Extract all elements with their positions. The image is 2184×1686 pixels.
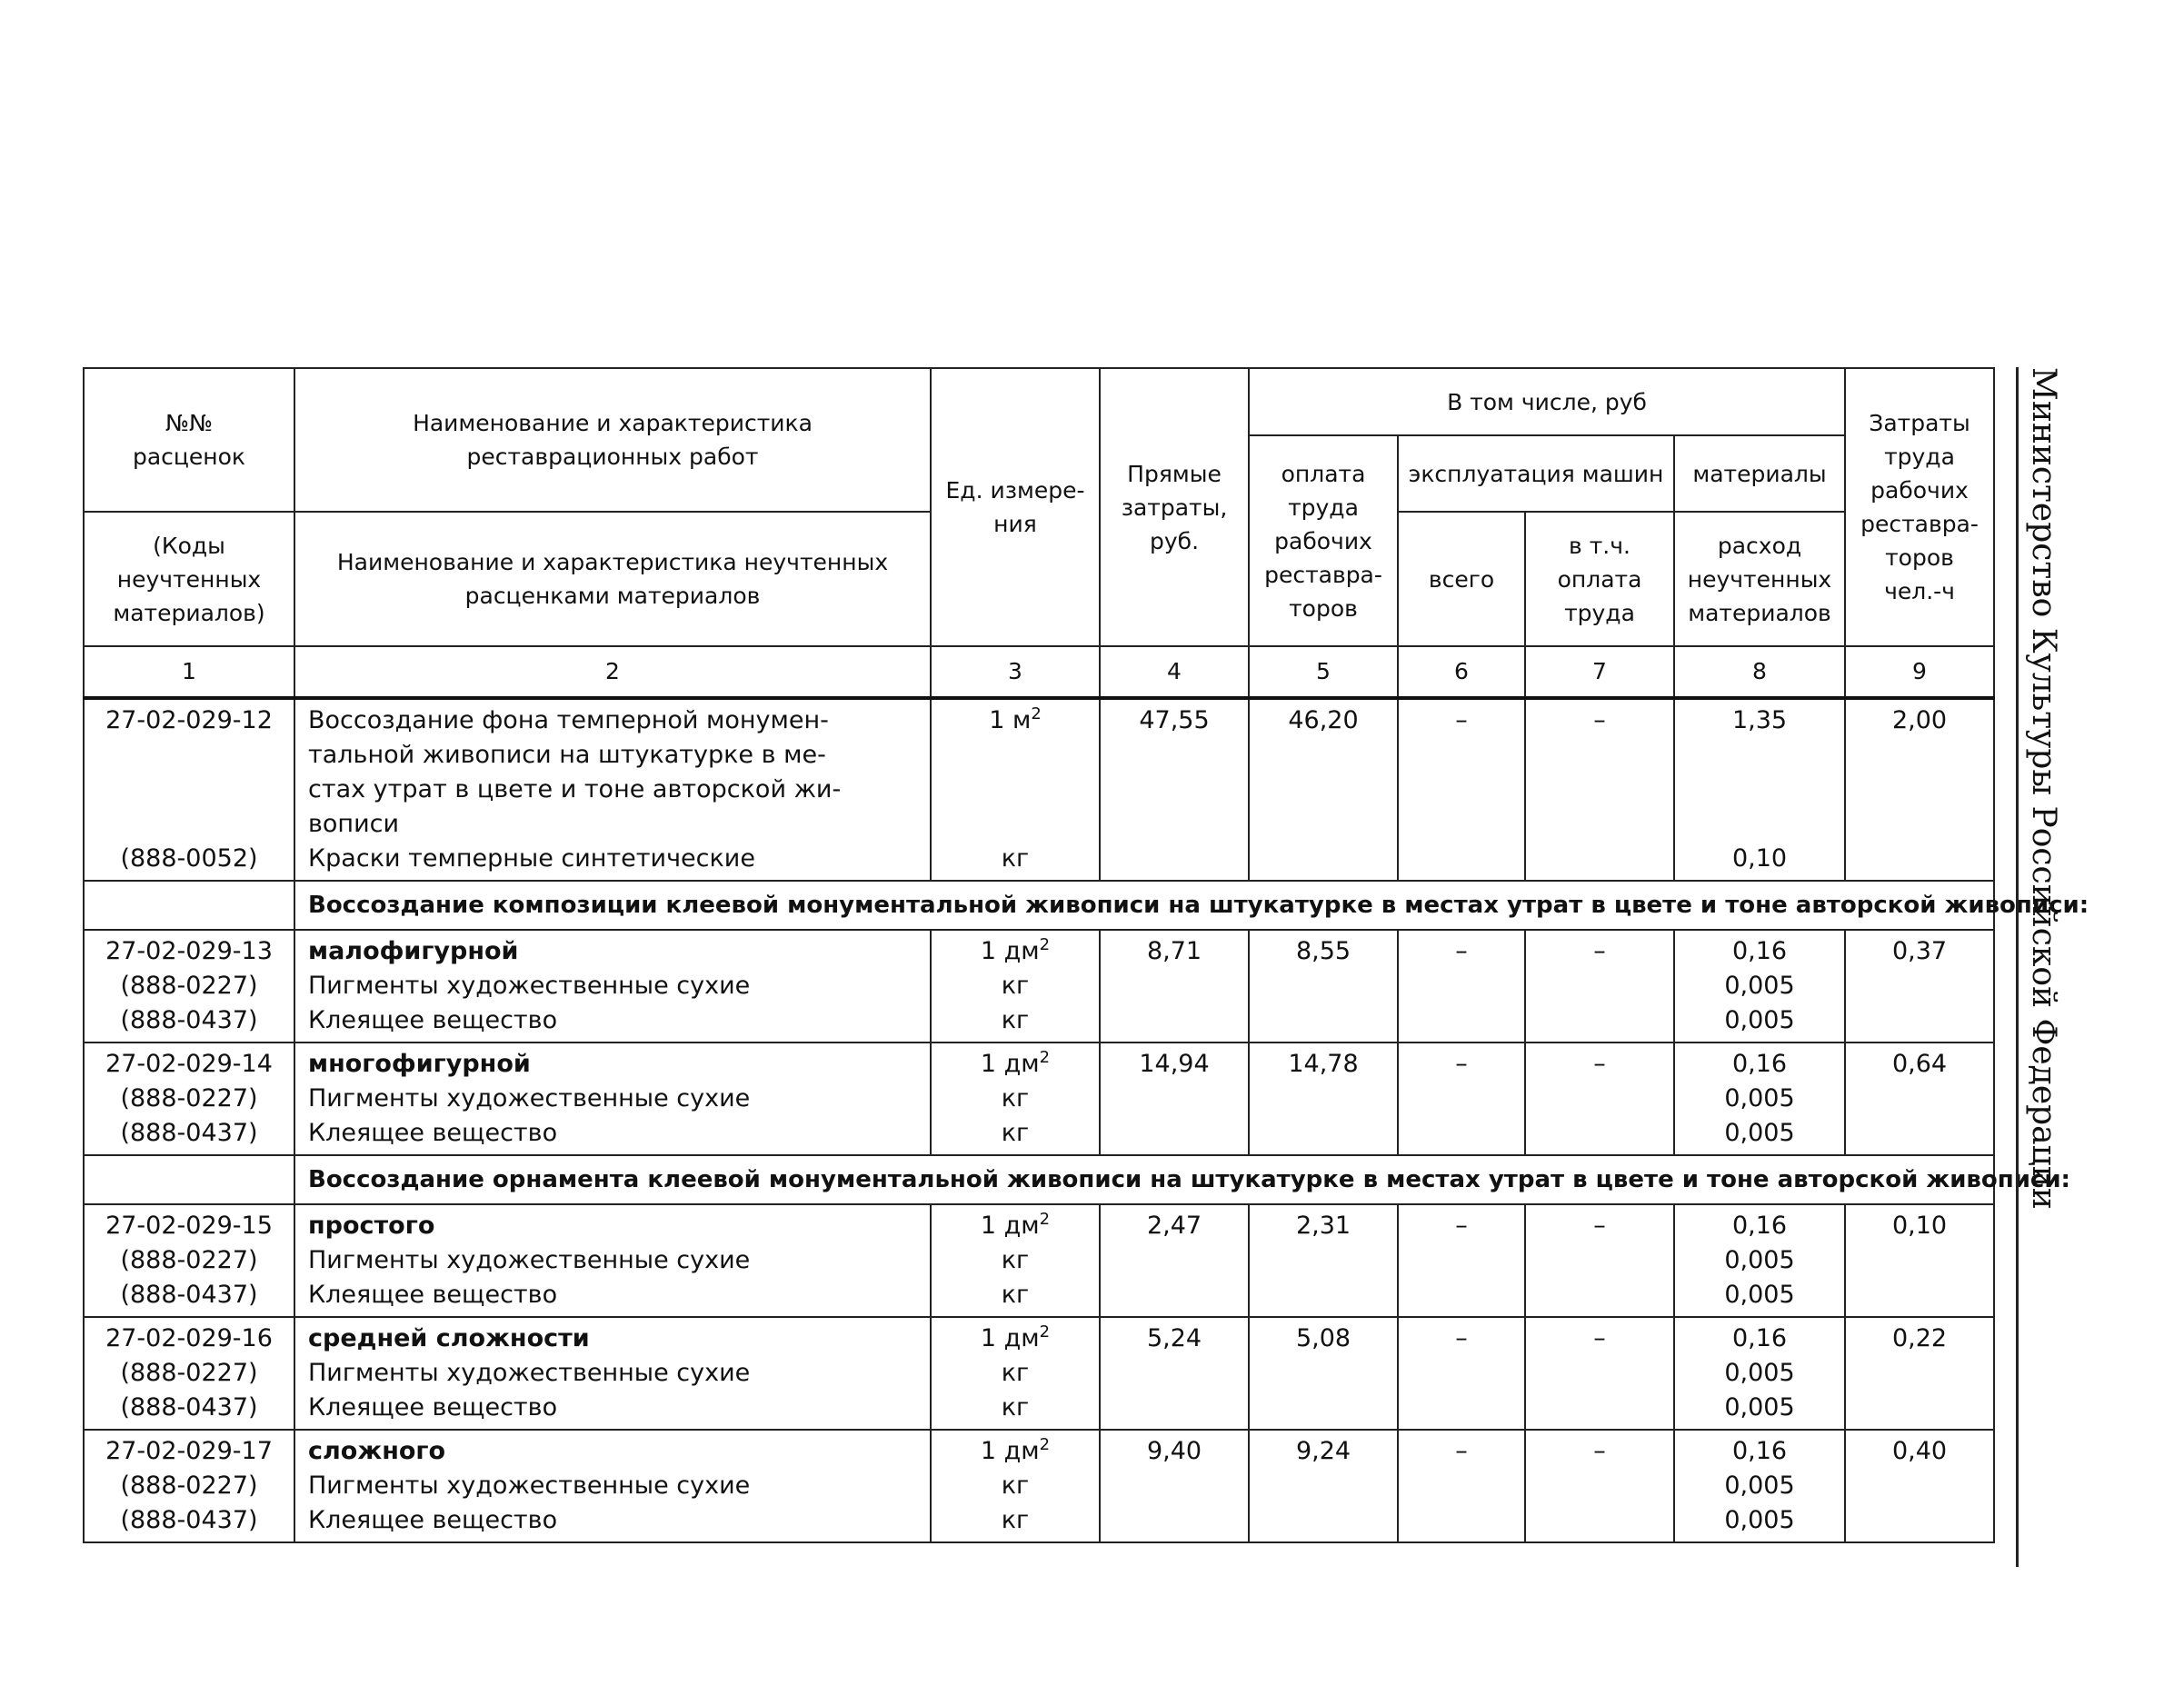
work-name: малофигурной xyxy=(308,937,519,965)
material-code: (888-0437) xyxy=(120,1006,258,1034)
side-caption: Министерство Культуры Российской Федерации xyxy=(2025,367,2062,1210)
machines-total-value: – xyxy=(1398,1430,1525,1542)
material-consumption: 0,005 xyxy=(1724,1506,1795,1534)
column-number: 5 xyxy=(1249,646,1398,698)
material-name: Клеящее вещество xyxy=(308,1393,558,1422)
header-machines: эксплуатация машин xyxy=(1398,435,1674,512)
material-name: Клеящее вещество xyxy=(308,1119,558,1147)
work-name-cell xyxy=(294,1204,931,1317)
section-heading-row xyxy=(84,1155,1994,1204)
column-numbers-row xyxy=(84,646,1994,698)
material-unit: кг xyxy=(1001,1084,1030,1112)
rows-ornament xyxy=(84,1204,1994,1542)
material-consumption: 0,005 xyxy=(1724,972,1795,1000)
material-unit: кг xyxy=(1001,1506,1030,1534)
material-code: (888-0227) xyxy=(120,1084,258,1112)
unit-cell: 1 $дм^2$ кг кг xyxy=(931,1204,1100,1317)
material-consumption: 0,10 xyxy=(1731,844,1788,873)
header-unit: Ед. измере- ния xyxy=(931,368,1100,646)
machines-labor-value: – xyxy=(1525,698,1674,881)
work-name: многофигурной xyxy=(308,1050,531,1078)
material-unit: кг xyxy=(1001,1246,1030,1274)
material-unit: кг xyxy=(1001,1359,1030,1387)
machines-total-value: – xyxy=(1398,698,1525,881)
materials-cell xyxy=(1674,1430,1845,1542)
rate-code-cell xyxy=(84,698,294,881)
material-unit: кг xyxy=(1001,1119,1030,1147)
column-number: 7 xyxy=(1525,646,1674,698)
materials-cell xyxy=(1674,698,1845,881)
direct-costs-value: 9,40 xyxy=(1100,1430,1249,1542)
side-divider xyxy=(2016,367,2019,1567)
header-labor-pay: оплата труда рабочих реставра- торов xyxy=(1249,435,1398,646)
header-rate-number: №№ расценок xyxy=(84,368,294,512)
table-row xyxy=(84,1204,1994,1317)
materials-value: 0,16 xyxy=(1731,1437,1788,1465)
material-consumption: 0,005 xyxy=(1724,1359,1795,1387)
material-unit: кг xyxy=(1001,1281,1030,1309)
material-code: (888-0227) xyxy=(120,1472,258,1500)
column-number: 8 xyxy=(1674,646,1845,698)
work-name-cell: Воссоздание фона темперной монумен- тальной живописи на штукатурке в ме- стах утрат в цвете и тоне авторской жи- вописи Краски темперные синтетические xyxy=(294,698,931,881)
material-code: (888-0437) xyxy=(120,1119,258,1147)
material-code: (888-0227) xyxy=(120,972,258,1000)
labor-pay-value: 2,31 xyxy=(1249,1204,1398,1317)
rate-code: 27-02-029-17 xyxy=(105,1437,273,1465)
material-consumption: 0,005 xyxy=(1724,1119,1795,1147)
unit-cell: 1 $м^2$ кг xyxy=(931,698,1100,881)
materials-value: 1,35 xyxy=(1731,706,1788,734)
labor-hours-value: 0,40 xyxy=(1845,1430,1994,1542)
rate-code-cell xyxy=(84,1317,294,1430)
machines-total-value: – xyxy=(1398,1204,1525,1317)
unit-cell: 1 $дм^2$ кг кг xyxy=(931,1430,1100,1542)
header-machines-total: всего xyxy=(1398,512,1525,646)
material-code: (888-0437) xyxy=(120,1281,258,1309)
unit-cell: 1 $дм^2$ кг кг xyxy=(931,1043,1100,1155)
material-consumption: 0,005 xyxy=(1724,1084,1795,1112)
machines-total-value: – xyxy=(1398,1043,1525,1155)
machines-labor-value: – xyxy=(1525,1043,1674,1155)
section-heading: Воссоздание орнамента клеевой монументальной живописи на штукатурке в местах утрат в цвете и тоне авторской живописи: xyxy=(294,1155,1994,1204)
labor-hours-value: 2,00 xyxy=(1845,698,1994,881)
labor-hours-value: 0,37 xyxy=(1845,930,1994,1043)
rate-code: 27-02-029-15 xyxy=(105,1212,273,1240)
header-unaccounted-codes: (Коды неучтенных материалов) xyxy=(84,512,294,646)
material-consumption: 0,005 xyxy=(1724,1246,1795,1274)
work-name-cell xyxy=(294,1317,931,1430)
material-unit: кг xyxy=(1001,972,1030,1000)
material-name: Пигменты художественные сухие xyxy=(308,1472,751,1500)
direct-costs-value: 47,55 xyxy=(1100,698,1249,881)
labor-pay-value: 46,20 xyxy=(1249,698,1398,881)
direct-costs-value: 2,47 xyxy=(1100,1204,1249,1317)
material-unit: кг xyxy=(1001,1006,1030,1034)
column-number: 6 xyxy=(1398,646,1525,698)
header-materials-consumption: расход неучтенных материалов xyxy=(1674,512,1845,646)
material-code: (888-0227) xyxy=(120,1246,258,1274)
work-name: средней сложности xyxy=(308,1324,590,1352)
material-name: Пигменты художественные сухие xyxy=(308,1246,751,1274)
header-direct-costs: Прямые затраты, руб. xyxy=(1100,368,1249,646)
material-unit: кг xyxy=(1001,1472,1030,1500)
section-heading-row xyxy=(84,881,1994,930)
rate-code: 27-02-029-13 xyxy=(105,937,273,965)
materials-value: 0,16 xyxy=(1731,1324,1788,1352)
work-name-cell xyxy=(294,1430,931,1542)
material-name: Клеящее вещество xyxy=(308,1281,558,1309)
material-name: Пигменты художественные сухие xyxy=(308,1359,751,1387)
labor-pay-value: 9,24 xyxy=(1249,1430,1398,1542)
material-code: (888-0437) xyxy=(120,1393,258,1422)
unit-cell: 1 $дм^2$ кг кг xyxy=(931,930,1100,1043)
table-row xyxy=(84,1430,1994,1542)
material-consumption: 0,005 xyxy=(1724,1393,1795,1422)
table-row xyxy=(84,930,1994,1043)
header-unaccounted-materials: Наименование и характеристика неучтенных расценками материалов xyxy=(294,512,931,646)
column-number: 3 xyxy=(931,646,1100,698)
materials-cell xyxy=(1674,1204,1845,1317)
rate-code-cell xyxy=(84,1430,294,1542)
materials-cell xyxy=(1674,930,1845,1043)
labor-pay-value: 5,08 xyxy=(1249,1317,1398,1430)
labor-hours-value: 0,10 xyxy=(1845,1204,1994,1317)
labor-hours-value: 0,22 xyxy=(1845,1317,1994,1430)
machines-labor-value: – xyxy=(1525,1430,1674,1542)
rate-code: 27-02-029-14 xyxy=(105,1050,273,1078)
machines-labor-value: – xyxy=(1525,1317,1674,1430)
material-code: (888-0052) xyxy=(120,844,258,873)
header-work-name: Наименование и характеристика реставрационных работ xyxy=(294,368,931,512)
rows-composition xyxy=(84,930,1994,1155)
materials-value: 0,16 xyxy=(1731,937,1788,965)
header-machines-labor: в т.ч. оплата труда xyxy=(1525,512,1674,646)
header-labor-hours: Затраты труда рабочих реставра- торов чел.-ч xyxy=(1845,368,1994,646)
work-name: сложного xyxy=(308,1437,446,1465)
materials-cell xyxy=(1674,1043,1845,1155)
material-code: (888-0227) xyxy=(120,1359,258,1387)
machines-labor-value: – xyxy=(1525,1204,1674,1317)
table-row xyxy=(84,698,1994,881)
rate-code-cell xyxy=(84,930,294,1043)
material-name: Клеящее вещество xyxy=(308,1506,558,1534)
header-row-1 xyxy=(84,368,1994,435)
material-name: Краски темперные синтетические xyxy=(308,844,755,873)
material-consumption: 0,005 xyxy=(1724,1281,1795,1309)
column-number: 9 xyxy=(1845,646,1994,698)
header-including-rub: В том числе, руб xyxy=(1249,368,1845,435)
column-number: 1 xyxy=(84,646,294,698)
materials-value: 0,16 xyxy=(1731,1212,1788,1240)
material-name: Клеящее вещество xyxy=(308,1006,558,1034)
material-consumption: 0,005 xyxy=(1724,1472,1795,1500)
material-consumption: 0,005 xyxy=(1724,1006,1795,1034)
direct-costs-value: 14,94 xyxy=(1100,1043,1249,1155)
machines-total-value: – xyxy=(1398,930,1525,1043)
rate-code: 27-02-029-12 xyxy=(105,706,273,734)
section-heading: Воссоздание композиции клеевой монументальной живописи на штукатурке в местах утрат в цвете и тоне авторской живописи: xyxy=(294,881,1994,930)
labor-hours-value: 0,64 xyxy=(1845,1043,1994,1155)
machines-total-value: – xyxy=(1398,1317,1525,1430)
material-name: Пигменты художественные сухие xyxy=(308,1084,751,1112)
table-row xyxy=(84,1317,1994,1430)
rate-code-cell xyxy=(84,1204,294,1317)
material-name: Пигменты художественные сухие xyxy=(308,972,751,1000)
material-unit: кг xyxy=(1001,844,1030,873)
material-code: (888-0437) xyxy=(120,1506,258,1534)
materials-value: 0,16 xyxy=(1731,1050,1788,1078)
unit-cell: 1 $дм^2$ кг кг xyxy=(931,1317,1100,1430)
materials-cell xyxy=(1674,1317,1845,1430)
labor-pay-value: 14,78 xyxy=(1249,1043,1398,1155)
machines-labor-value: – xyxy=(1525,930,1674,1043)
rate-code: 27-02-029-16 xyxy=(105,1324,273,1352)
material-unit: кг xyxy=(1001,1393,1030,1422)
rate-code-cell xyxy=(84,1043,294,1155)
direct-costs-value: 5,24 xyxy=(1100,1317,1249,1430)
direct-costs-value: 8,71 xyxy=(1100,930,1249,1043)
table-row xyxy=(84,1043,1994,1155)
work-name: простого xyxy=(308,1212,435,1240)
header-materials: материалы xyxy=(1674,435,1845,512)
column-number: 4 xyxy=(1100,646,1249,698)
labor-pay-value: 8,55 xyxy=(1249,930,1398,1043)
work-name-cell xyxy=(294,930,931,1043)
column-number: 2 xyxy=(294,646,931,698)
work-name-cell xyxy=(294,1043,931,1155)
